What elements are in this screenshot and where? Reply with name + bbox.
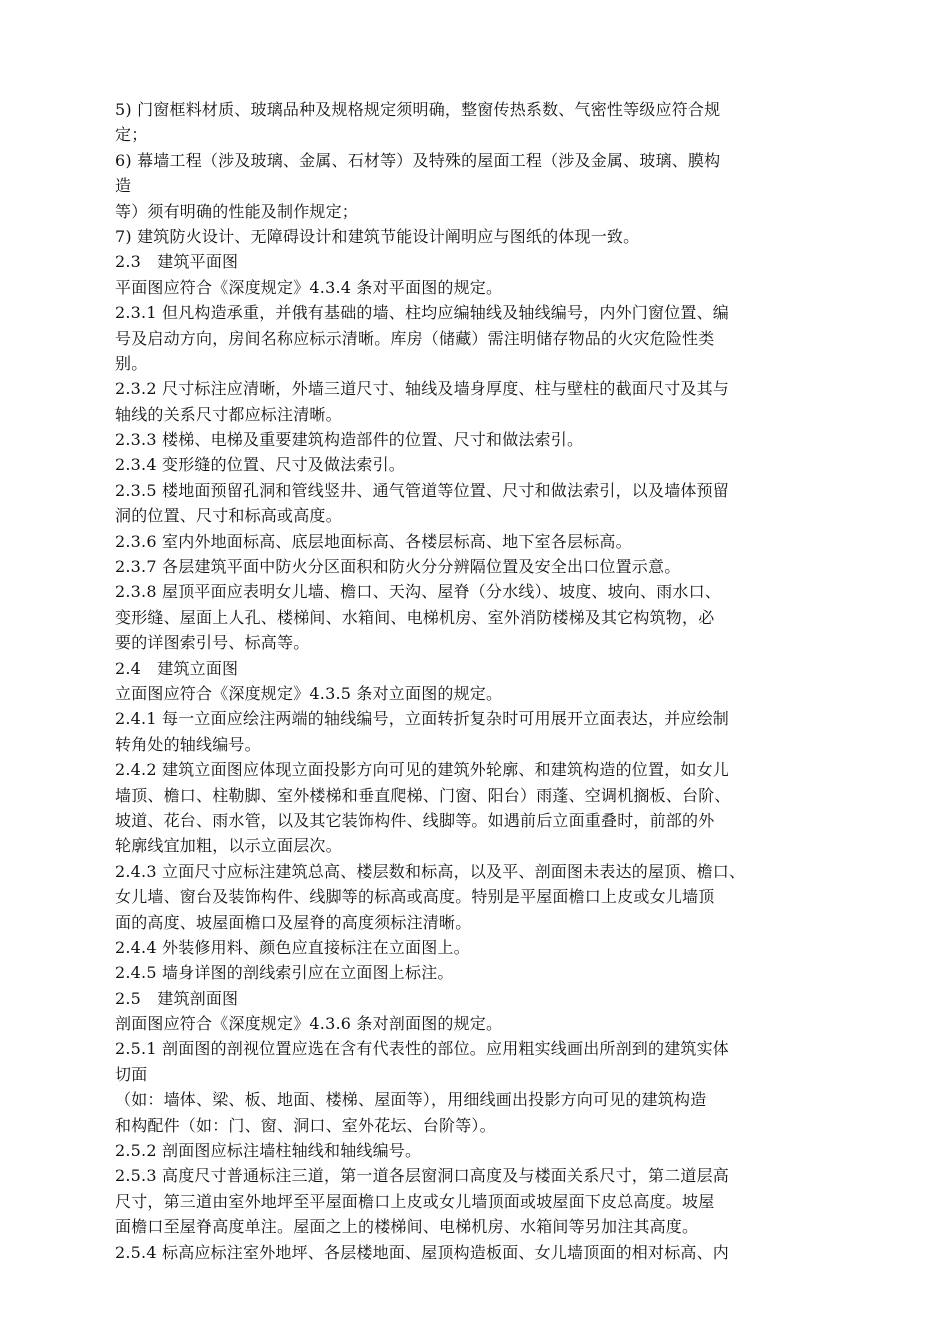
text-line: 6) 幕墙工程（涉及玻璃、金属、石材等）及特殊的屋面工程（涉及金属、玻璃、膜构 bbox=[115, 150, 721, 170]
document-body bbox=[115, 97, 845, 1265]
text-line: 等）须有明确的性能及制作规定； bbox=[115, 201, 359, 221]
text-line: 要的详图索引号、标高等。 bbox=[115, 633, 310, 653]
section-heading: 2.3 建筑平面图 bbox=[115, 252, 239, 272]
text-line: 面的高度、坡屋面檐口及屋脊的高度须标注清晰。 bbox=[115, 912, 472, 932]
text-line: 5) 门窗框料材质、玻璃品种及规格规定须明确，整窗传热系数、气密性等级应符合规 bbox=[115, 100, 721, 119]
text-line: 2.5.4 标高应标注室外地坪、各层楼地面、屋顶构造板面、女儿墙顶面的相对标高、内 bbox=[115, 1242, 729, 1262]
text-line: 剖面图应符合《深度规定》4.3.6 条对剖面图的规定。 bbox=[115, 1014, 503, 1034]
text-line: 变形缝、屋面上人孔、楼梯间、水箱间、电梯机房、室外消防楼梯及其它构筑物，必 bbox=[115, 607, 715, 627]
text-line: 2.4.4 外装修用料、颜色应直接标注在立面图上。 bbox=[115, 937, 470, 957]
text-line: 切面 bbox=[115, 1064, 148, 1084]
text-line: 2.5.1 剖面图的剖视位置应选在含有代表性的部位。应用粗实线画出所剖到的建筑实体 bbox=[115, 1039, 729, 1059]
text-line: 坡道、花台、雨水管，以及其它装饰构件、线脚等。如遇前后立面重叠时，前部的外 bbox=[115, 810, 715, 830]
text-line: 2.3.4 变形缝的位置、尺寸及做法索引。 bbox=[115, 455, 405, 475]
text-line: 2.4.1 每一立面应绘注两端的轴线编号，立面转折复杂时可用展开立面表达，并应绘制 bbox=[115, 709, 729, 729]
text-line: 2.4.3 立面尺寸应标注建筑总高、楼层数和标高，以及平、剖面图未表达的屋顶、檐口、 bbox=[115, 861, 746, 881]
text-line: 平面图应符合《深度规定》4.3.4 条对平面图的规定。 bbox=[115, 277, 503, 297]
text-line: 7) 建筑防火设计、无障碍设计和建筑节能设计阐明应与图纸的体现一致。 bbox=[115, 226, 640, 246]
text-line: 洞的位置、尺寸和标高或高度。 bbox=[115, 506, 342, 526]
text-line: 和构配件（如：门、窗、洞口、室外花坛、台阶等）。 bbox=[115, 1115, 496, 1135]
text-line: 轮廓线宜加粗，以示立面层次。 bbox=[115, 836, 342, 856]
text-line: 尺寸，第三道由室外地坪至平屋面檐口上皮或女儿墙顶面或坡屋面下皮总高度。坡屋 bbox=[115, 1191, 715, 1211]
text-line: 号及启动方向，房间名称应标示清晰。库房（储藏）需注明储存物品的火灾危险性类 bbox=[115, 328, 715, 348]
text-line: 2.4.2 建筑立面图应体现立面投影方向可见的建筑外轮廓、和建筑构造的位置，如女儿 bbox=[115, 760, 729, 780]
text-line: 女儿墙、窗台及装饰构件、线脚等的标高或高度。特别是平屋面檐口上皮或女儿墙顶 bbox=[115, 887, 715, 907]
text-line: 2.3.7 各层建筑平面中防火分区面积和防火分分辨隔位置及安全出口位置示意。 bbox=[115, 557, 681, 577]
text-line: 2.3.5 楼地面预留孔洞和管线竖井、通气管道等位置、尺寸和做法索引，以及墙体预留 bbox=[115, 480, 729, 500]
text-line: 别。 bbox=[115, 353, 148, 373]
text-line: 造 bbox=[115, 176, 132, 196]
text-line: 2.3.3 楼梯、电梯及重要建筑构造部件的位置、尺寸和做法索引。 bbox=[115, 430, 584, 450]
text-line: 轴线的关系尺寸都应标注清晰。 bbox=[115, 404, 342, 424]
text-line: 2.5.2 剖面图应标注墙柱轴线和轴线编号。 bbox=[115, 1141, 422, 1161]
text-line: 2.3.8 屋顶平面应表明女儿墙、檐口、天沟、屋脊（分水线）、坡度、坡向、雨水口、 bbox=[115, 582, 721, 602]
text-line: 2.3.6 室内外地面标高、底层地面标高、各楼层标高、地下室各层标高。 bbox=[115, 531, 632, 551]
text-line: 立面图应符合《深度规定》4.3.5 条对立面图的规定。 bbox=[115, 683, 503, 703]
text-line: 转角处的轴线编号。 bbox=[115, 734, 261, 754]
text-line: 2.4.5 墙身详图的剖线索引应在立面图上标注。 bbox=[115, 963, 454, 983]
section-heading: 2.5 建筑剖面图 bbox=[115, 988, 239, 1008]
text-line: （如：墙体、梁、板、地面、楼梯、屋面等），用细线画出投影方向可见的建筑构造 bbox=[115, 1090, 707, 1110]
text-line: 面檐口至屋脊高度单注。屋面之上的楼梯间、电梯机房、水箱间等另加注其高度。 bbox=[115, 1217, 699, 1237]
text-line: 定； bbox=[115, 125, 148, 145]
text-line: 2.3.2 尺寸标注应清晰，外墙三道尺寸、轴线及墙身厚度、柱与壁柱的截面尺寸及其与 bbox=[115, 379, 729, 399]
text-line: 2.5.3 高度尺寸普通标注三道，第一道各层窗洞口高度及与楼面关系尺寸，第二道层高 bbox=[115, 1166, 729, 1186]
text-line: 2.3.1 但凡构造承重，并俄有基础的墙、柱均应编轴线及轴线编号，内外门窗位置、编 bbox=[115, 303, 729, 323]
section-heading: 2.4 建筑立面图 bbox=[115, 658, 239, 678]
text-line: 墙顶、檐口、柱勒脚、室外楼梯和垂直爬梯、门窗、阳台）雨蓬、空调机搁板、台阶、 bbox=[115, 785, 731, 805]
